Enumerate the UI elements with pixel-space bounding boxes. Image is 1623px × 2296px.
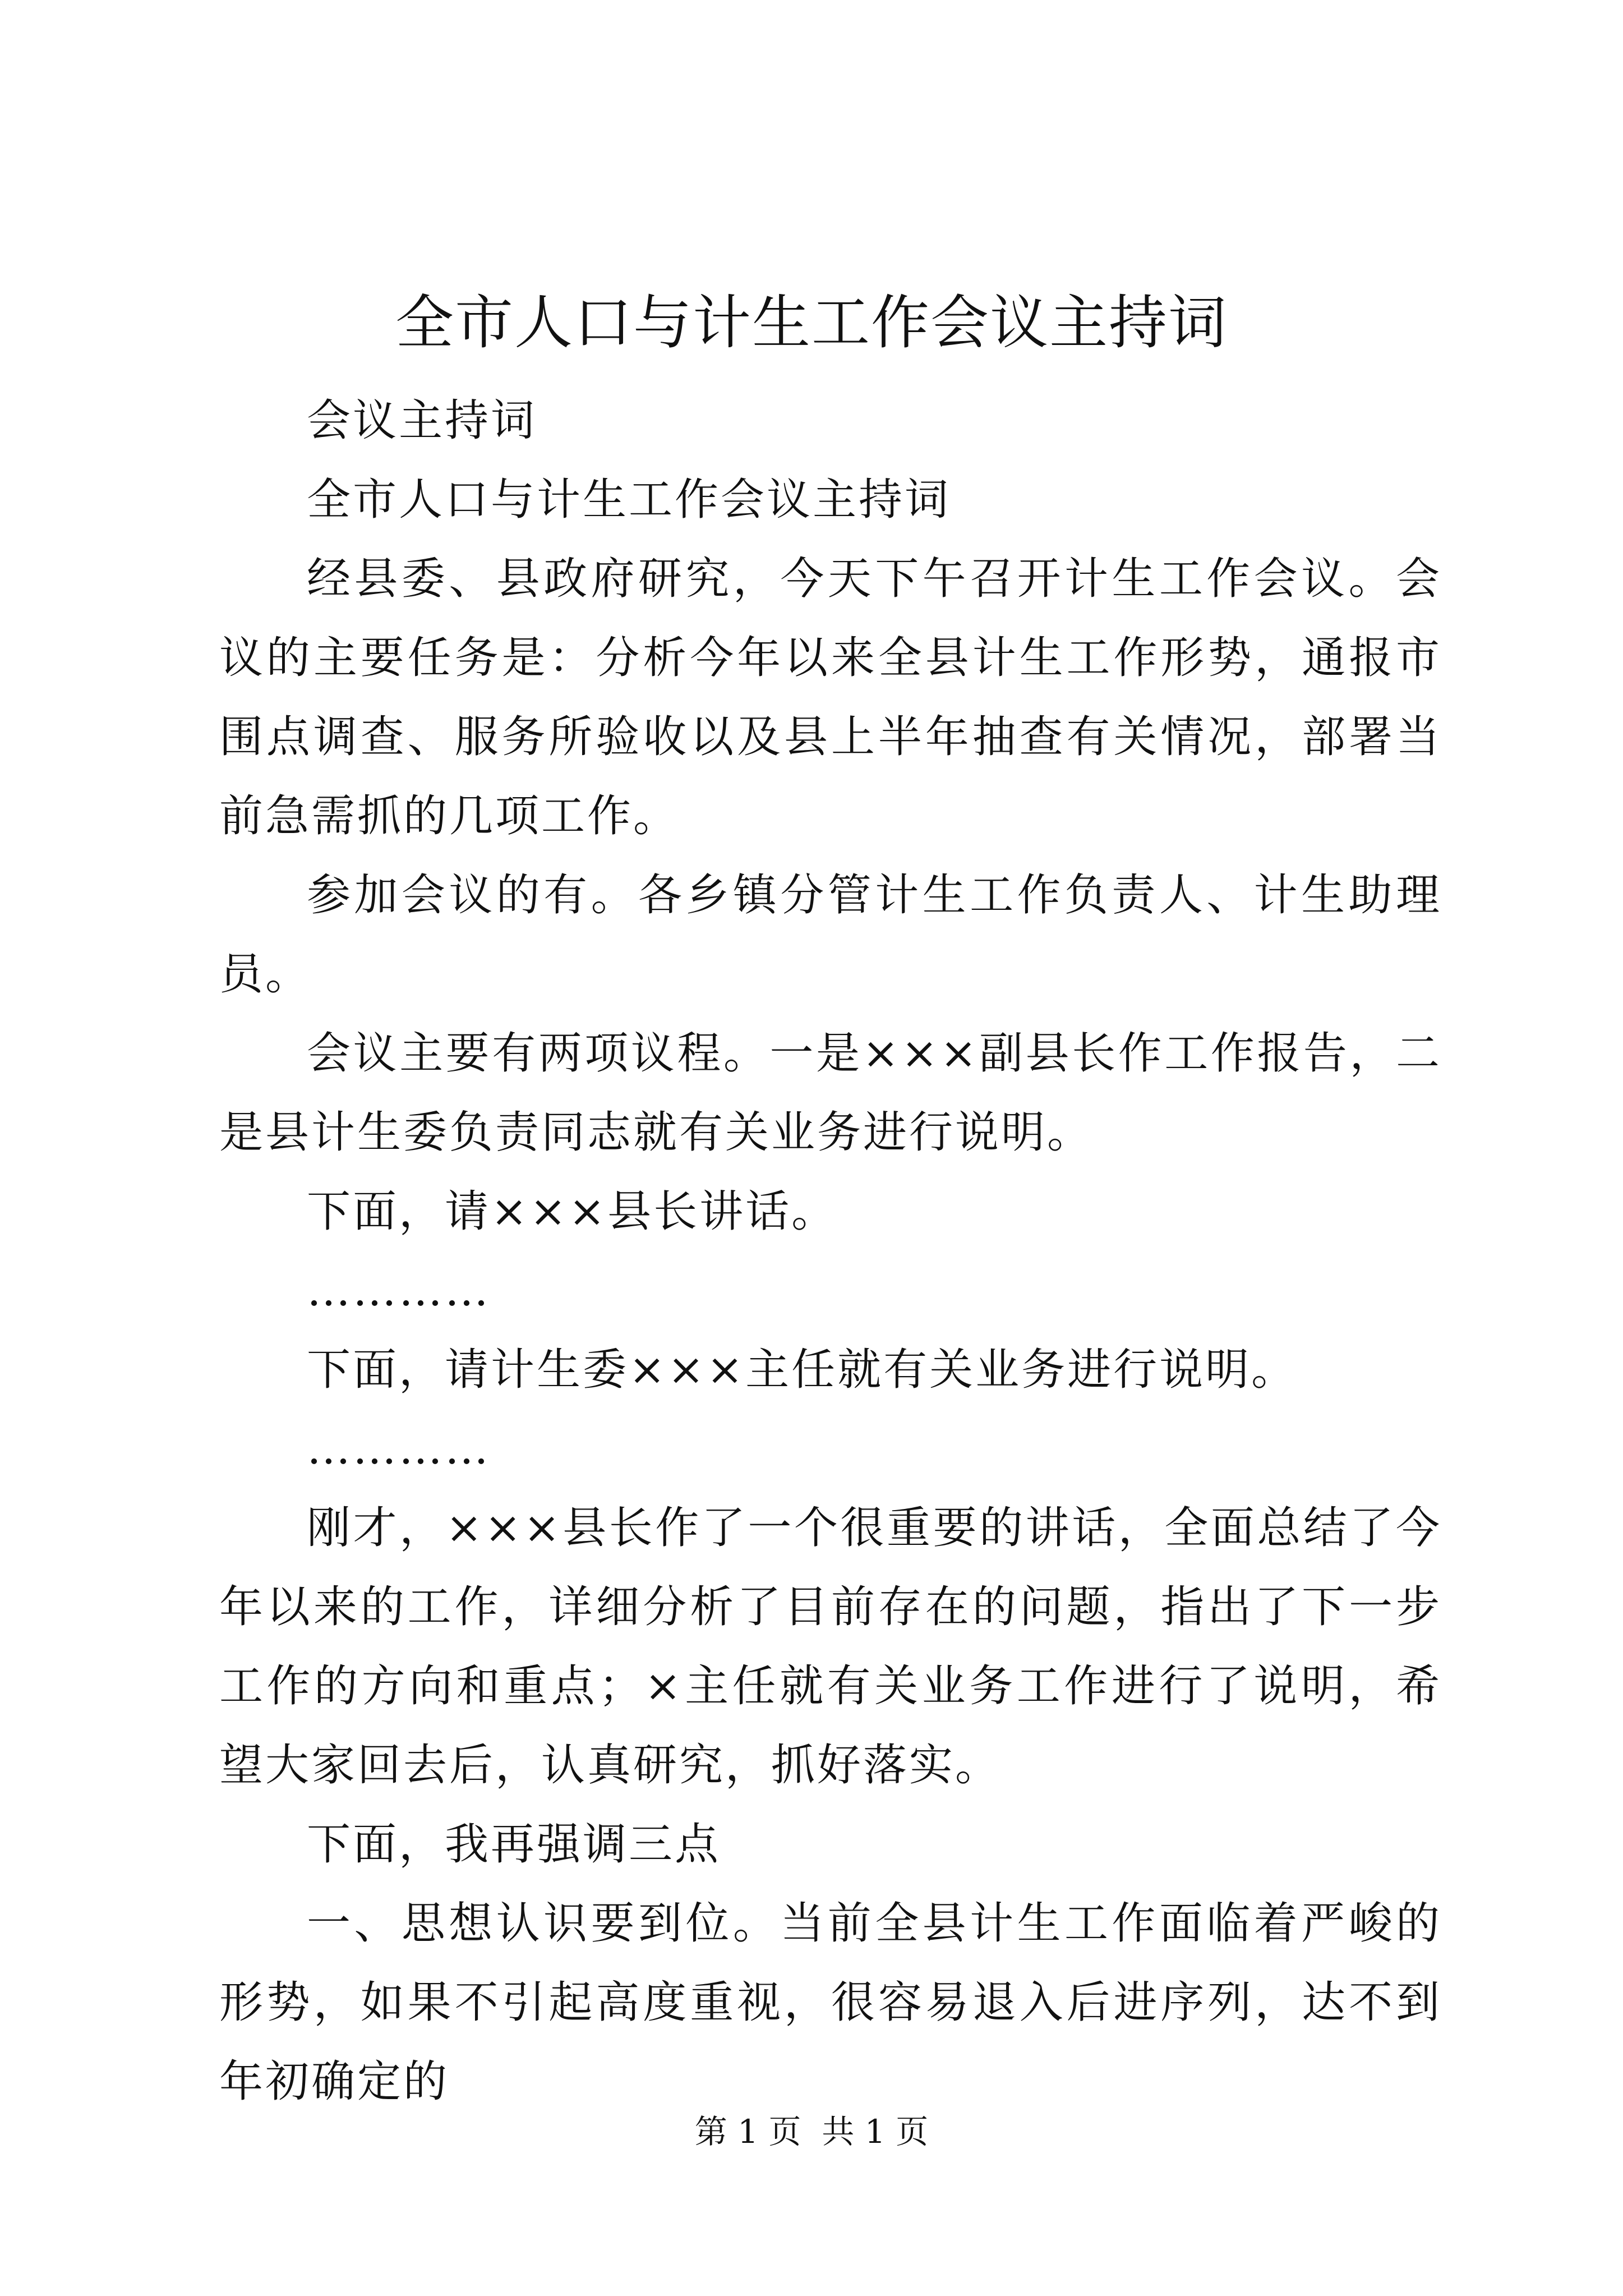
paragraph: 参加会议的有。各乡镇分管计生工作负责人、计生助理员。	[219, 870, 1442, 1000]
page-number-label: 第 1 页 共 1 页	[694, 2113, 929, 2151]
paragraph: 经县委、县政府研究，今天下午召开计生工作会议。会议的主要任务是：分析今年以来全县计生工作形势，通报市围点调查、服务所验收以及县上半年抽查有关情况，部署当前急需抓的几项工作。	[219, 554, 1442, 841]
page-footer	[0, 2109, 1623, 2154]
document-title: 全市人口与计生工作会议主持词	[395, 288, 1228, 357]
paragraph: 会议主持词	[307, 395, 537, 446]
ellipsis-line: …………	[307, 1424, 491, 1474]
paragraph: 下面，请计生委×××主任就有关业务进行说明。	[307, 1345, 1298, 1395]
paragraph: 一、思想认识要到位。当前全县计生工作面临着严峻的形势，如果不引起高度重视，很容易退入后进序列，达不到年初确定的	[219, 1898, 1442, 2107]
paragraph: 下面，我再强调三点	[307, 1819, 721, 1870]
paragraph: 刚才，×××县长作了一个很重要的讲话，全面总结了今年以来的工作，详细分析了目前存在的问题，指出了下一步工作的方向和重点；×主任就有关业务工作进行了说明，希望大家回去后，认真研究，抓好落实。	[219, 1503, 1442, 1791]
paragraph: 下面，请×××县长讲话。	[307, 1186, 838, 1237]
paragraph: 会议主要有两项议程。一是×××副县长作工作报告，二是县计生委负责同志就有关业务进行说明。	[219, 1028, 1442, 1158]
ellipsis-line: …………	[307, 1266, 491, 1316]
paragraph: 全市人口与计生工作会议主持词	[307, 475, 951, 525]
document-body	[219, 381, 1442, 2122]
